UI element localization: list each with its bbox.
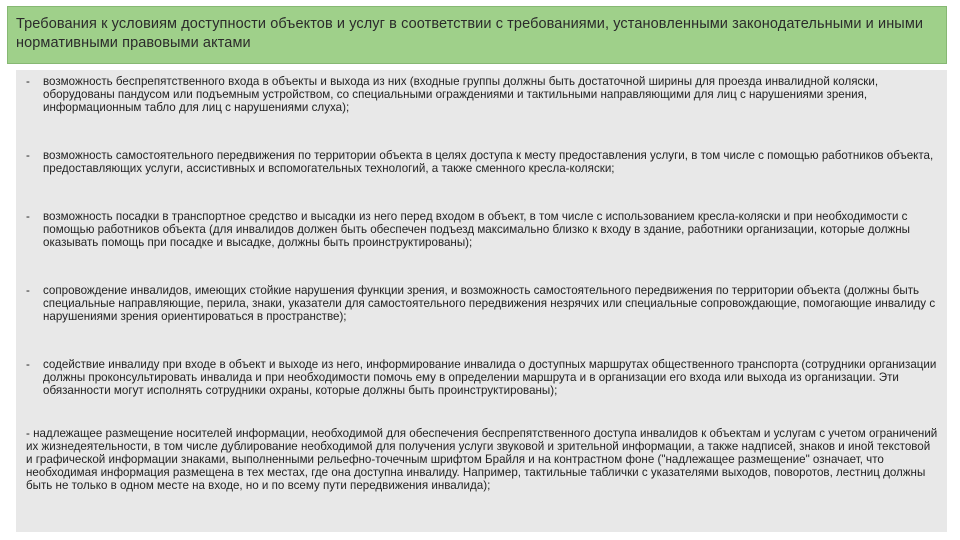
list-bullet: -	[26, 149, 30, 162]
list-item	[26, 358, 939, 397]
list-item-text: содействие инвалиду при входе в объект и выходе из него, информирование инвалида о доступных маршрутах общественного транспорта (сотрудники организации должны проконсультировать инвалида и при необходимости помочь ему в определении маршрута и в организации его входа или выхода из организации. Эти обязанности могут исполнять сотрудники охраны, которые должны быть проинструктированы);	[43, 358, 937, 397]
last-paragraph: - надлежащее размещение носителей информации, необходимой для обеспечения беспрепятственного доступа инвалидов к объектам и услугам с учетом ограничений их жизнедеятельности, в том числе дублирование необходимой для получения услуги звуковой и зрительной информации, а также надписей, знаков и иной текстовой и графической информации знаками, выполненными рельефно-точечным шрифтом Брайля и на контрастном фоне ("надлежащее размещение" означает, что необходимая информация размещена в тех местах, где она доступна инвалиду. Например, тактильные таблички с указателями выходов, поворотов, лестниц должны быть не только в одном месте на входе, но и по всему пути передвижения инвалида);	[26, 427, 938, 492]
list-item	[26, 149, 939, 175]
list-bullet: -	[26, 358, 30, 371]
slide-header	[7, 6, 947, 64]
list-item	[26, 284, 939, 323]
list-item-text: возможность самостоятельного передвижения по территории объекта в целях доступа к месту предоставления услуги, в том числе с помощью работников объекта, предоставляющих услуги, ассистивных и вспомогательных технологий, а также сменного кресла-коляски;	[43, 149, 934, 175]
slide-title: Требования к условиям доступности объектов и услуг в соответствии с требованиями, установленными законодательными и иными нормативными правовыми актами	[16, 16, 924, 51]
list-item-text: сопровождение инвалидов, имеющих стойкие нарушения функции зрения, и возможность самостоятельного передвижения по территории объекта (должны быть специальные направляющие, перила, знаки, указатели для самостоятельного передвижения незрячих или специальные сопровождающие, помогающие инвалиду с нарушениями зрения ориентироваться в пространстве);	[43, 284, 936, 323]
list-item	[26, 75, 939, 114]
list-bullet: -	[26, 284, 30, 297]
list-bullet: -	[26, 210, 30, 223]
content-panel	[16, 70, 947, 532]
list-item	[26, 210, 939, 249]
list-bullet: -	[26, 75, 30, 88]
list-item-text: возможность посадки в транспортное средство и высадки из него перед входом в объект, в том числе с использованием кресла-коляски и при необходимости с помощью работников объекта (для инвалидов должен быть обеспечен подъезд максимально близко к входу в здание, работники организации, которые должны оказывать помощь при посадке и высадке, должны быть проинструктированы);	[43, 210, 910, 249]
list-item-text: возможность беспрепятственного входа в объекты и выхода из них (входные группы должны быть достаточной ширины для проезда инвалидной коляски, оборудованы пандусом или подъемным устройством, со специальными ограждениями и тактильными направляющими для лиц с нарушениями зрения, информационным табло для лиц с нарушениями слуха);	[43, 75, 879, 114]
